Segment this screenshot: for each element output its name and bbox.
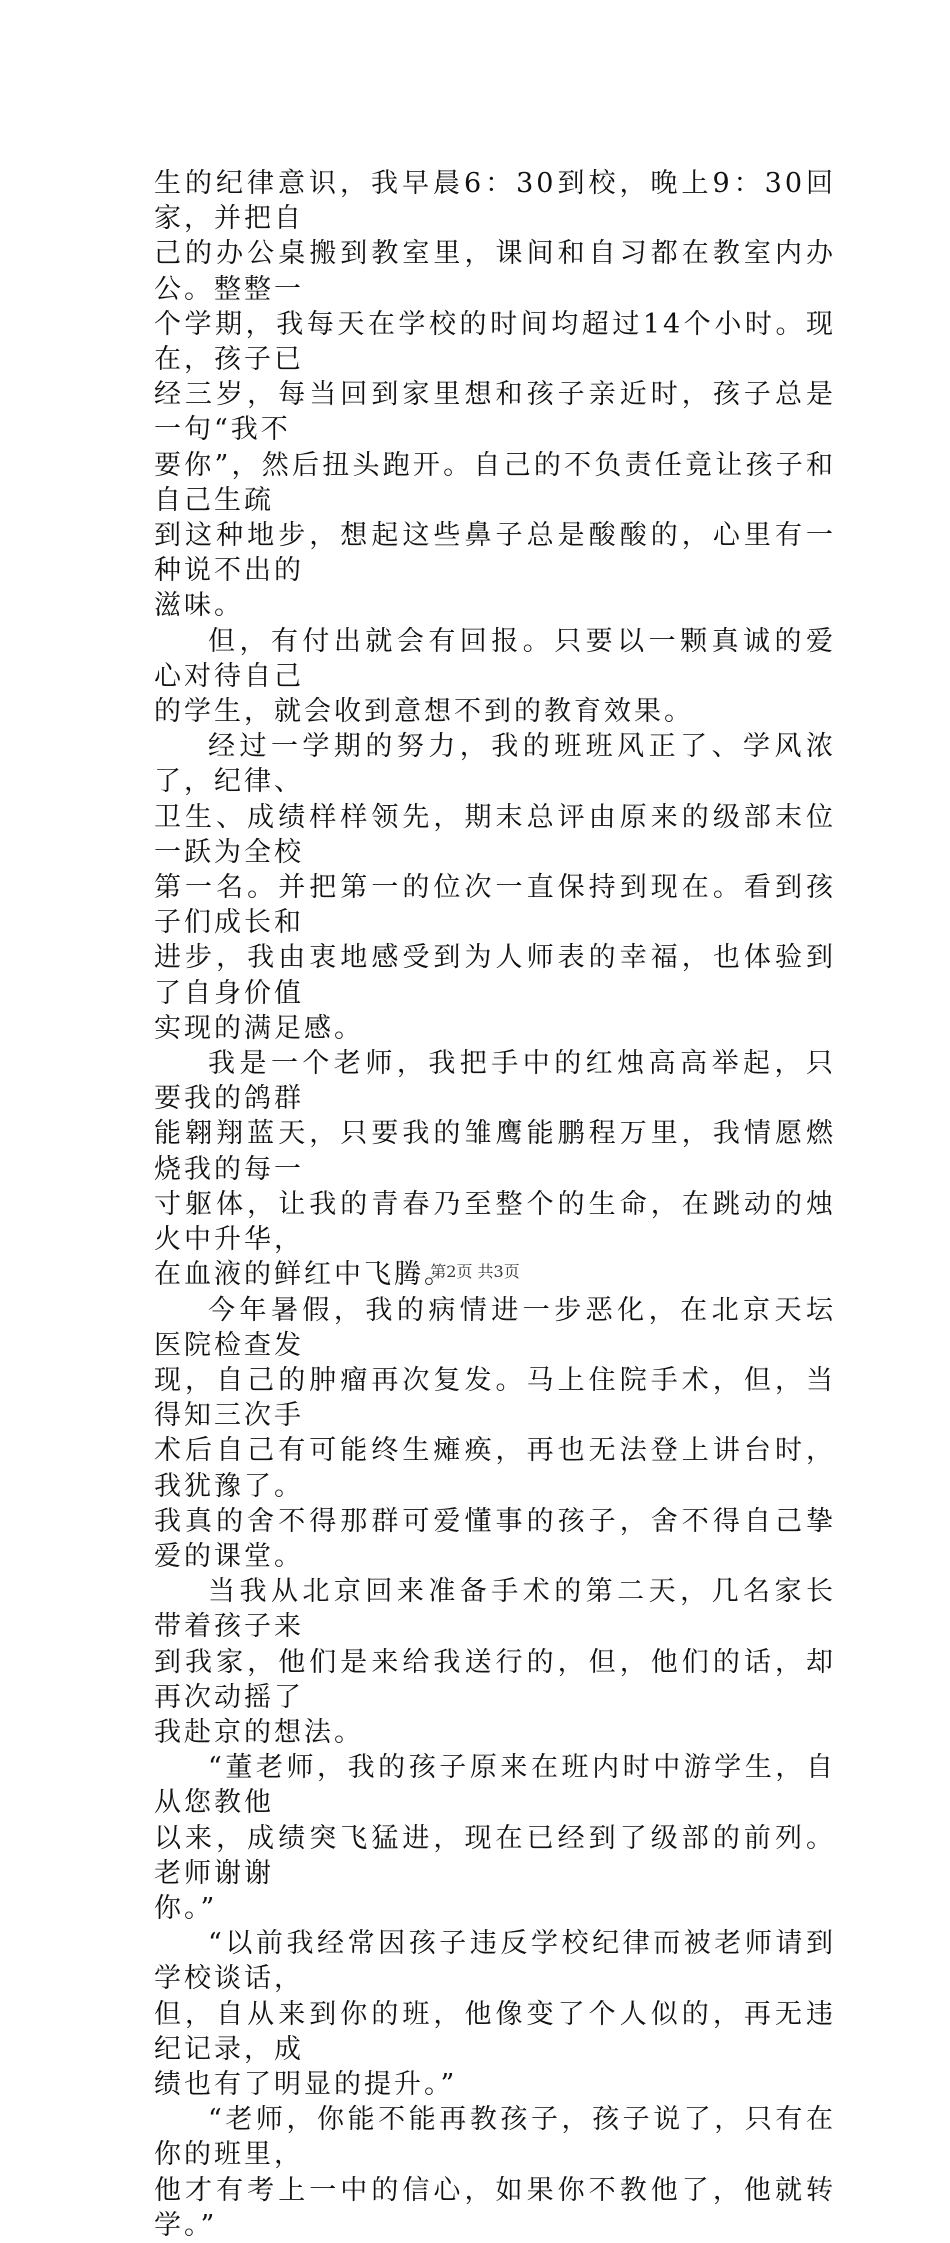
paragraph-quote-3: “老师，你能不能再教孩子，孩子说了，只有在你的班里， 他才有考上一中的信心，如果你不教他了，他就转学。” xyxy=(154,2104,836,2241)
document-body xyxy=(154,166,836,2243)
paragraph-illness: 今年暑假，我的病情进一步恶化，在北京天坛医院检查发 现，自己的肿瘤再次复发。马上住院手术，但，当得知三次手 术后自己有可能终生瘫痪，再也无法登上讲台时，我犹豫了。 我真的舍不得那群可爱懂事的孩子，舍不得自己挚爱的课堂。 xyxy=(154,1294,836,1572)
paragraph-reward: 但，有付出就会有回报。只要以一颗真诚的爱心对待自己 的学生，就会收到意想不到的教育效果。 xyxy=(154,625,836,728)
paragraph-red-candle: 我是一个老师，我把手中的红烛高高举起，只要我的鸽群 能翱翔蓝天，只要我的雏鹰能鹏程万里，我情愿燃烧我的每一 寸躯体，让我的青春乃至整个的生命，在跳动的烛火中升华， 在血液的鲜红中飞腾。 xyxy=(154,1048,836,1291)
paragraph-continuation: 生的纪律意识，我早晨6：30到校，晚上9：30回家，并把自 己的办公桌搬到教室里，课间和自习都在教室内办公。整整一 个学期，我每天在学校的时间均超过14个小时。现在，孩子已 经三岁，每当回到家里想和孩子亲近时，孩子总是一句“我不 要你”，然后扭头跑开。自己的不负责任竟让孩子和自己生疏 到这种地步，想起这些鼻子总是酸酸的，心里有一种说不出的 滋味。 xyxy=(154,168,836,622)
page-number-footer: 第2页 共3页 xyxy=(430,1262,520,1281)
paragraph-class-progress: 经过一学期的努力，我的班班风正了、学风浓了，纪律、 卫生、成绩样样领先，期末总评由原来的级部末位一跃为全校 第一名。并把第一的位次一直保持到现在。看到孩子们成长和 进步，我由衷地感受到为人师表的幸福，也体验到了自身价值 实现的满足感。 xyxy=(154,731,836,1044)
paragraph-parents-visit: 当我从北京回来准备手术的第二天，几名家长带着孩子来 到我家，他们是来给我送行的，但，他们的话，却再次动摇了 我赴京的想法。 xyxy=(154,1576,836,1748)
paragraph-quote-1: “董老师，我的孩子原来在班内时中游学生，自从您教他 以来，成绩突飞猛进，现在已经到了级部的前列。老师谢谢 你。” xyxy=(154,1752,836,1924)
paragraph-quote-2: “以前我经常因孩子违反学校纪律而被老师请到学校谈话， 但，自从来到你的班，他像变了个人似的，再无违纪记录，成 绩也有了明显的提升。” xyxy=(154,1928,836,2100)
